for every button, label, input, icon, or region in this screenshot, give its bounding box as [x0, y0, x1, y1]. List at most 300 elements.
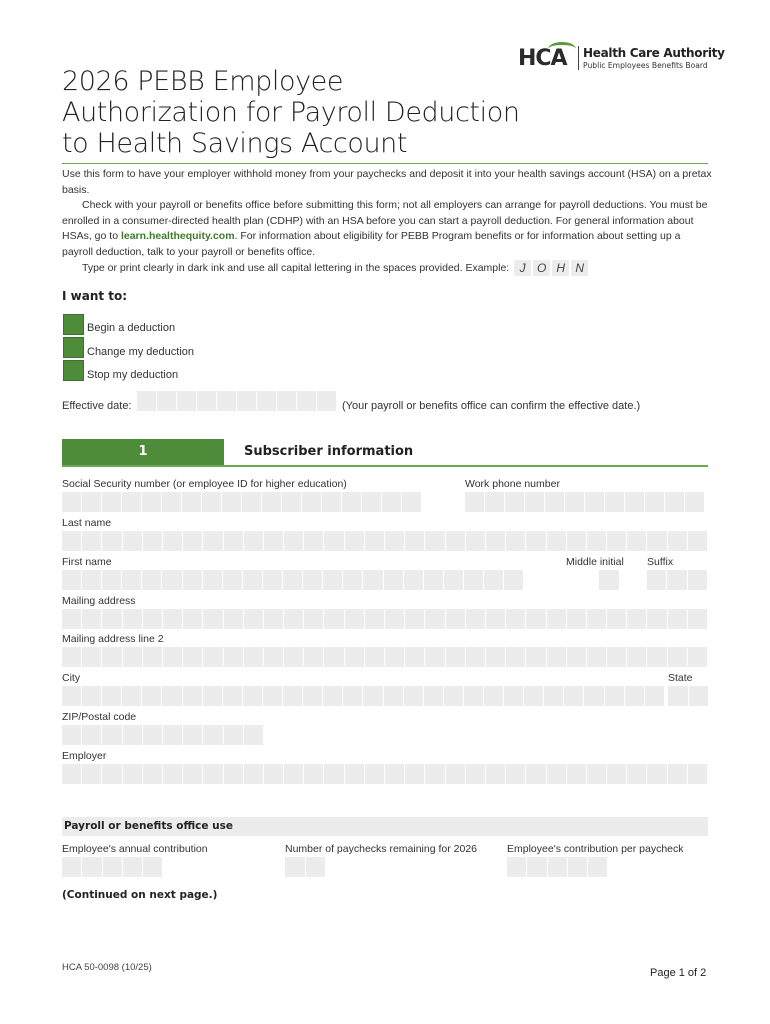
character-box[interactable] — [688, 764, 707, 784]
begin-deduction-checkbox[interactable] — [63, 314, 84, 335]
character-box[interactable] — [588, 857, 607, 877]
character-box[interactable] — [317, 391, 336, 411]
character-box[interactable] — [306, 857, 326, 877]
character-box[interactable] — [102, 686, 121, 706]
character-box[interactable] — [382, 492, 401, 512]
character-box[interactable] — [82, 725, 101, 745]
character-box[interactable] — [244, 764, 263, 784]
character-box[interactable] — [547, 647, 566, 667]
character-box[interactable] — [283, 686, 302, 706]
character-box[interactable] — [203, 647, 222, 667]
state-label: State — [668, 672, 693, 684]
character-box[interactable] — [243, 570, 262, 590]
character-box[interactable] — [446, 764, 465, 784]
character-box[interactable] — [584, 686, 603, 706]
character-box[interactable] — [599, 570, 619, 590]
character-box[interactable] — [425, 647, 444, 667]
character-box[interactable] — [323, 686, 342, 706]
zip-label: ZIP/Postal code — [62, 711, 137, 723]
character-box[interactable] — [525, 492, 544, 512]
character-box[interactable] — [82, 570, 101, 590]
character-box[interactable] — [303, 686, 322, 706]
character-box[interactable] — [82, 857, 101, 877]
character-box[interactable] — [688, 609, 707, 629]
character-box[interactable] — [244, 531, 263, 551]
character-box[interactable] — [627, 647, 646, 667]
character-box[interactable] — [237, 391, 256, 411]
character-box[interactable] — [524, 686, 543, 706]
character-box[interactable] — [242, 492, 261, 512]
character-box[interactable] — [203, 725, 222, 745]
character-box[interactable] — [304, 609, 323, 629]
character-box[interactable] — [365, 647, 384, 667]
character-box[interactable] — [82, 647, 101, 667]
character-box[interactable] — [486, 764, 505, 784]
work-phone-label: Work phone number — [465, 478, 560, 490]
character-box[interactable] — [163, 725, 182, 745]
hca-logo-mark: HCA — [518, 46, 567, 71]
character-box[interactable] — [647, 647, 666, 667]
character-box[interactable] — [506, 647, 525, 667]
character-box[interactable] — [102, 725, 121, 745]
character-box[interactable] — [363, 686, 382, 706]
character-box[interactable] — [526, 609, 545, 629]
character-box[interactable] — [625, 686, 644, 706]
character-box[interactable] — [243, 686, 262, 706]
character-box[interactable] — [446, 609, 465, 629]
character-box[interactable] — [282, 492, 301, 512]
character-box[interactable] — [183, 570, 202, 590]
character-box[interactable] — [123, 857, 142, 877]
character-box[interactable] — [183, 725, 202, 745]
middle-initial-field[interactable] — [599, 570, 619, 590]
character-box[interactable] — [102, 609, 121, 629]
character-box[interactable] — [446, 647, 465, 667]
character-box[interactable] — [264, 764, 283, 784]
character-box[interactable] — [82, 531, 101, 551]
character-box[interactable] — [627, 609, 646, 629]
character-box[interactable] — [224, 647, 243, 667]
character-box[interactable] — [345, 531, 364, 551]
character-box[interactable] — [123, 531, 142, 551]
character-box[interactable] — [446, 531, 465, 551]
character-box[interactable] — [464, 686, 483, 706]
form-number: HCA 50-0098 (10/25) — [62, 962, 152, 973]
character-box[interactable] — [668, 531, 687, 551]
character-box[interactable] — [506, 609, 525, 629]
suffix-field[interactable] — [647, 570, 707, 590]
character-box[interactable] — [224, 609, 243, 629]
character-box[interactable] — [123, 609, 142, 629]
character-box[interactable] — [222, 492, 241, 512]
character-box[interactable] — [122, 492, 141, 512]
character-box[interactable] — [526, 647, 545, 667]
character-box[interactable] — [385, 764, 404, 784]
ssn-label: Social Security number (or employee ID for higher education) — [62, 478, 347, 490]
section-divider — [62, 465, 708, 467]
healthequity-link[interactable]: learn.healthequity.com — [120, 230, 235, 243]
character-box[interactable] — [157, 391, 176, 411]
character-box[interactable] — [183, 764, 202, 784]
character-box[interactable] — [645, 686, 664, 706]
logo-subtitle: Public Employees Benefits Board — [583, 61, 708, 70]
character-box[interactable] — [137, 391, 156, 411]
character-box[interactable] — [567, 647, 586, 667]
character-box[interactable] — [142, 686, 161, 706]
character-box[interactable] — [587, 609, 606, 629]
character-box[interactable] — [506, 531, 525, 551]
character-box[interactable] — [297, 391, 316, 411]
character-box[interactable] — [365, 531, 384, 551]
mailing-address-field[interactable] — [62, 609, 707, 629]
character-box[interactable] — [647, 570, 666, 590]
character-box[interactable] — [466, 609, 485, 629]
character-box[interactable] — [345, 609, 364, 629]
character-box[interactable] — [203, 609, 222, 629]
character-box[interactable] — [425, 609, 444, 629]
character-box[interactable] — [123, 764, 142, 784]
character-box[interactable] — [405, 647, 424, 667]
last-name-label: Last name — [62, 517, 112, 529]
character-box[interactable] — [324, 531, 343, 551]
character-box[interactable] — [668, 609, 687, 629]
character-box[interactable] — [62, 686, 81, 706]
character-box[interactable] — [143, 531, 162, 551]
character-box[interactable] — [217, 391, 236, 411]
character-box[interactable] — [324, 764, 343, 784]
character-box[interactable] — [405, 609, 424, 629]
character-box[interactable] — [365, 764, 384, 784]
character-box[interactable] — [82, 492, 101, 512]
character-box[interactable] — [404, 570, 423, 590]
character-box[interactable] — [384, 570, 403, 590]
character-box[interactable] — [223, 570, 242, 590]
character-box[interactable] — [668, 647, 687, 667]
character-box[interactable] — [486, 609, 505, 629]
employer-label: Employer — [62, 750, 107, 762]
i-want-to-heading: I want to: — [62, 289, 128, 303]
annual-contribution-field[interactable] — [62, 857, 162, 877]
character-box[interactable] — [565, 492, 584, 512]
character-box[interactable] — [62, 531, 81, 551]
character-box[interactable] — [163, 647, 182, 667]
character-box[interactable] — [284, 531, 303, 551]
character-box[interactable] — [544, 686, 563, 706]
character-box[interactable] — [177, 391, 196, 411]
character-box[interactable] — [385, 531, 404, 551]
character-box[interactable] — [484, 686, 503, 706]
character-box[interactable] — [404, 686, 423, 706]
character-box[interactable] — [123, 647, 142, 667]
character-box[interactable] — [122, 686, 141, 706]
character-box[interactable] — [668, 764, 687, 784]
mailing-address-2-field[interactable] — [62, 647, 707, 667]
character-box[interactable] — [505, 492, 524, 512]
city-label: City — [62, 672, 81, 684]
character-box[interactable] — [362, 492, 381, 512]
character-box[interactable] — [322, 492, 341, 512]
character-box[interactable] — [163, 531, 182, 551]
middle-initial-label: Middle initial — [566, 556, 624, 568]
character-box[interactable] — [547, 764, 566, 784]
character-box[interactable] — [183, 686, 202, 706]
annual-contribution-label: Employee's annual contribution — [62, 843, 208, 855]
character-box[interactable] — [102, 570, 121, 590]
character-box[interactable] — [262, 492, 281, 512]
character-box[interactable] — [143, 725, 162, 745]
stop-deduction-checkbox[interactable] — [63, 360, 84, 381]
character-box[interactable] — [162, 492, 181, 512]
character-box[interactable] — [526, 764, 545, 784]
first-name-field[interactable] — [62, 570, 523, 590]
character-box[interactable] — [324, 609, 343, 629]
character-box[interactable] — [183, 609, 202, 629]
character-box[interactable] — [263, 686, 282, 706]
character-box[interactable] — [162, 686, 181, 706]
character-box[interactable] — [264, 647, 283, 667]
character-box[interactable] — [324, 647, 343, 667]
character-box[interactable] — [365, 609, 384, 629]
intro-paragraph-3 — [62, 260, 712, 276]
character-box[interactable] — [585, 492, 604, 512]
character-box[interactable] — [647, 609, 666, 629]
character-box[interactable] — [424, 570, 443, 590]
character-box[interactable] — [548, 857, 567, 877]
character-box[interactable] — [605, 686, 624, 706]
character-box[interactable] — [224, 725, 243, 745]
work-phone-field[interactable] — [465, 492, 704, 512]
character-box[interactable] — [284, 647, 303, 667]
character-box[interactable] — [685, 492, 704, 512]
paychecks-remaining-field[interactable] — [285, 857, 325, 877]
character-box[interactable] — [264, 531, 283, 551]
per-paycheck-label: Employee's contribution per paycheck — [507, 843, 684, 855]
character-box[interactable] — [143, 764, 162, 784]
character-box[interactable] — [504, 570, 523, 590]
character-box[interactable] — [343, 570, 362, 590]
character-box[interactable] — [545, 492, 564, 512]
character-box[interactable] — [567, 764, 586, 784]
character-box[interactable] — [688, 531, 707, 551]
continued-note: (Continued on next page.) — [62, 889, 218, 901]
character-box[interactable] — [163, 609, 182, 629]
character-box[interactable] — [466, 531, 485, 551]
employer-field[interactable] — [62, 764, 707, 784]
character-box[interactable] — [647, 531, 666, 551]
character-box[interactable] — [62, 764, 81, 784]
character-box[interactable] — [688, 570, 707, 590]
character-box[interactable] — [62, 647, 81, 667]
character-box[interactable] — [405, 531, 424, 551]
character-box[interactable] — [484, 570, 503, 590]
character-box[interactable] — [526, 531, 545, 551]
character-box[interactable] — [564, 686, 583, 706]
character-box[interactable] — [465, 492, 484, 512]
character-box[interactable] — [304, 531, 323, 551]
character-box[interactable] — [607, 531, 626, 551]
character-box[interactable] — [587, 764, 606, 784]
character-box[interactable] — [102, 492, 121, 512]
character-box[interactable] — [283, 570, 302, 590]
character-box[interactable] — [162, 570, 181, 590]
character-box[interactable] — [587, 531, 606, 551]
character-box[interactable] — [345, 647, 364, 667]
character-box[interactable] — [444, 570, 463, 590]
character-box[interactable] — [244, 609, 263, 629]
character-box[interactable] — [647, 764, 666, 784]
character-box[interactable] — [567, 609, 586, 629]
per-paycheck-field[interactable] — [507, 857, 607, 877]
character-box[interactable] — [62, 492, 81, 512]
character-box[interactable] — [102, 764, 121, 784]
character-box[interactable] — [244, 647, 263, 667]
character-box[interactable] — [504, 686, 523, 706]
character-box[interactable] — [667, 570, 686, 590]
character-box[interactable] — [197, 391, 216, 411]
character-box[interactable] — [82, 686, 101, 706]
character-box[interactable] — [182, 492, 201, 512]
character-box[interactable] — [645, 492, 664, 512]
character-box[interactable] — [82, 764, 101, 784]
character-box[interactable] — [143, 609, 162, 629]
character-box[interactable] — [257, 391, 276, 411]
character-box[interactable] — [122, 570, 141, 590]
character-box[interactable] — [385, 609, 404, 629]
character-box[interactable] — [203, 570, 222, 590]
character-box[interactable] — [304, 764, 323, 784]
character-box[interactable] — [202, 492, 221, 512]
character-box[interactable] — [668, 686, 688, 706]
character-box[interactable] — [506, 764, 525, 784]
character-box[interactable] — [224, 764, 243, 784]
logo-arc-icon — [548, 42, 576, 56]
intro-p2-text-end: . For information about eligibility for PEBB Program benefits or for information about setting up a payroll deduction, talk to your payroll or benefits office. — [62, 230, 681, 258]
character-box[interactable] — [103, 857, 122, 877]
character-box[interactable] — [402, 492, 421, 512]
character-box[interactable] — [385, 647, 404, 667]
change-deduction-label: Change my deduction — [87, 346, 195, 358]
character-box[interactable] — [384, 686, 403, 706]
character-box[interactable] — [665, 492, 684, 512]
character-box[interactable] — [244, 725, 263, 745]
character-box[interactable] — [62, 570, 81, 590]
character-box[interactable] — [424, 686, 443, 706]
character-box[interactable] — [62, 609, 81, 629]
section-title: Subscriber information — [244, 444, 414, 459]
character-box[interactable] — [567, 531, 586, 551]
character-box[interactable] — [284, 764, 303, 784]
state-field[interactable] — [668, 686, 708, 706]
character-box[interactable] — [224, 531, 243, 551]
change-deduction-checkbox[interactable] — [63, 337, 84, 358]
character-box[interactable] — [123, 725, 142, 745]
character-box[interactable] — [587, 647, 606, 667]
character-box[interactable] — [62, 857, 81, 877]
character-box[interactable] — [607, 609, 626, 629]
character-box[interactable] — [323, 570, 342, 590]
character-box[interactable] — [203, 686, 222, 706]
mailing-address-label: Mailing address — [62, 595, 136, 607]
character-box[interactable] — [342, 492, 361, 512]
character-box[interactable] — [464, 570, 483, 590]
character-box[interactable] — [304, 647, 323, 667]
example-letter: O — [532, 260, 550, 276]
character-box[interactable] — [223, 686, 242, 706]
example-letter: J — [513, 260, 531, 276]
intro-paragraph-1: Use this form to have your employer withhold money from your paychecks and deposit it into your health savings account (HSA) on a pretax basis. — [62, 168, 712, 196]
character-box[interactable] — [607, 764, 626, 784]
character-box[interactable] — [425, 531, 444, 551]
character-box[interactable] — [485, 492, 504, 512]
character-box[interactable] — [486, 647, 505, 667]
effective-date-label: Effective date: — [62, 400, 132, 412]
character-box[interactable] — [688, 647, 707, 667]
character-box[interactable] — [303, 570, 322, 590]
character-box[interactable] — [302, 492, 321, 512]
character-box[interactable] — [264, 609, 283, 629]
character-box[interactable] — [143, 647, 162, 667]
character-box[interactable] — [277, 391, 296, 411]
character-box[interactable] — [102, 647, 121, 667]
character-box[interactable] — [284, 609, 303, 629]
character-box[interactable] — [547, 531, 566, 551]
character-box[interactable] — [203, 531, 222, 551]
ssn-field[interactable] — [62, 492, 421, 512]
character-box[interactable] — [285, 857, 305, 877]
character-box[interactable] — [486, 531, 505, 551]
character-box[interactable] — [142, 570, 161, 590]
character-box[interactable] — [203, 764, 222, 784]
character-box[interactable] — [142, 492, 161, 512]
character-box[interactable] — [82, 609, 101, 629]
effective-date-note: (Your payroll or benefits office can confirm the effective date.) — [342, 400, 641, 412]
character-box[interactable] — [444, 686, 463, 706]
character-box[interactable] — [689, 686, 709, 706]
character-box[interactable] — [263, 570, 282, 590]
character-box[interactable] — [183, 531, 202, 551]
effective-date-field[interactable] — [137, 391, 336, 411]
character-box[interactable] — [466, 764, 485, 784]
character-box[interactable] — [527, 857, 546, 877]
character-box[interactable] — [62, 725, 81, 745]
first-name-label: First name — [62, 556, 112, 568]
last-name-field[interactable] — [62, 531, 707, 551]
begin-deduction-label: Begin a deduction — [87, 322, 176, 334]
character-box[interactable] — [343, 686, 362, 706]
character-box[interactable] — [507, 857, 526, 877]
title-line-2: Authorization for Payroll Deduction — [62, 97, 520, 128]
character-box[interactable] — [568, 857, 587, 877]
character-box[interactable] — [625, 492, 644, 512]
city-field[interactable] — [62, 686, 664, 706]
character-box[interactable] — [143, 857, 162, 877]
character-box[interactable] — [363, 570, 382, 590]
character-box[interactable] — [345, 764, 364, 784]
character-box[interactable] — [405, 764, 424, 784]
character-box[interactable] — [607, 647, 626, 667]
character-box[interactable] — [102, 531, 121, 551]
character-box[interactable] — [627, 764, 646, 784]
character-box[interactable] — [425, 764, 444, 784]
character-box[interactable] — [605, 492, 624, 512]
character-box[interactable] — [163, 764, 182, 784]
section-number: 1 — [62, 439, 224, 465]
character-box[interactable] — [547, 609, 566, 629]
zip-field[interactable] — [62, 725, 263, 745]
character-box[interactable] — [627, 531, 646, 551]
character-box[interactable] — [183, 647, 202, 667]
character-box[interactable] — [466, 647, 485, 667]
